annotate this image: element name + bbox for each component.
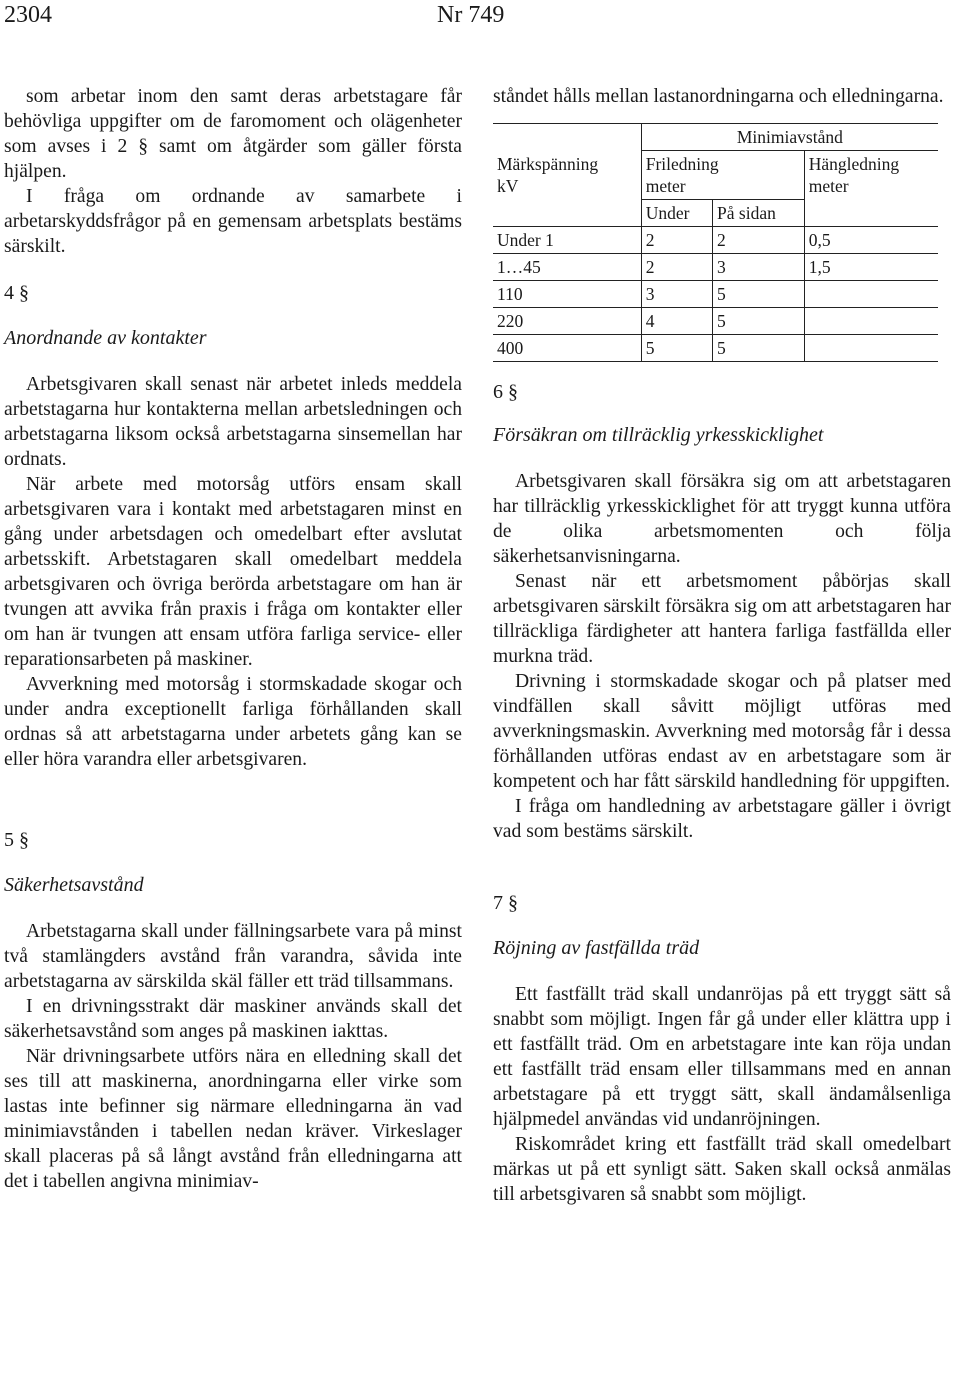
section-title: Säkerhetsavstånd xyxy=(4,874,144,896)
table-group-header: Minimiavstånd xyxy=(641,124,938,151)
paragraph: I fråga om ordnande av samarbete i arbetarskyddsfrågor på en gemensam arbetsplats bestäms särskilt. xyxy=(4,186,462,257)
left-column xyxy=(4,84,462,1194)
section-number: 6 § xyxy=(493,381,518,403)
section-title: Röjning av fastfällda träd xyxy=(493,937,700,959)
paragraph: Senast när ett arbetsmoment påbörjas skall arbetsgivaren särskilt försäkra sig om att arbetstagaren har tillräckliga färdigheter att hantera farliga fastfällda eller murkna träd. xyxy=(493,571,951,667)
section-number: 4 § xyxy=(4,282,29,304)
table-header-overhead-line: Friledning meter xyxy=(641,151,804,200)
table-header-voltage: Märkspänning kV xyxy=(493,151,641,200)
table-row: 1…45 2 3 1,5 xyxy=(493,254,938,281)
table-header-suspension-line: Hängledning meter xyxy=(808,154,900,196)
paragraph: I en drivningsstrakt där maskiner används skall det säkerhetsavstånd som anges på maskinen iakttas. xyxy=(4,996,462,1042)
paragraph: Riskområdet kring ett fastfällt träd skall omedelbart märkas ut på ett synligt sätt. Saken skall också anmälas till arbetsgivaren så snabbt som möjligt. xyxy=(493,1134,951,1205)
right-column xyxy=(493,84,951,1207)
paragraph: Drivning i stormskadade skogar och på platser med vindfällen skall såvitt möjligt utföras med avverkningsmaskin. Avverkning med motorsåg får i dessa förhållanden utföras endast av en arbetstagare som är kompetent och har fått särskild handledning för uppgiften. xyxy=(493,671,951,792)
section-title: Anordnande av kontakter xyxy=(4,327,207,349)
paragraph: som arbetar inom den samt deras arbetstagare får behövliga uppgifter om de faromoment och olägenheter som avses i 2 § samt om åtgärder som gäller första hjälpen. xyxy=(4,86,462,182)
paragraph: När drivningsarbete utförs nära en elledning skall det ses till att maskinerna, anordningarna eller virke som lastas inte befinner sig närmare elledningarna än vad minimiavstånden i tabellen nedan kräver. Virkeslager skall placeras på så långt avstånd från elledningarna att det i tabellen angivna minimiav- xyxy=(4,1046,462,1192)
paragraph: Arbetsgivaren skall försäkra sig om att arbetstagaren har tillräcklig yrkesskicklighet för att tryggt kunna utföra de olika arbetsmomenten och följa säkerhetsanvisningarna. xyxy=(493,471,951,567)
page-number: 2304 xyxy=(4,2,52,28)
paragraph: När arbete med motorsåg utförs ensam skall arbetsgivaren vara i kontakt med arbetstagaren minst en gång under arbetsdagen och omedelbart efter avslutat arbetsskift. Arbetstagaren skall omedelbart meddela arbetsgivaren och övriga berörda arbetstagare om han är tvungen att avvika från praxis i fråga om kontakter eller om han är tvungen att ensam utföra farliga service- eller reparationsarbeten på maskiner. xyxy=(4,474,462,670)
table-subheader-side: På sidan xyxy=(713,200,805,227)
paragraph: Arbetstagarna skall under fällningsarbete vara på minst två stamlängders avstånd från varandra, såvida inte arbetstagarna av särskilda skäl fäller ett träd tillsammans. xyxy=(4,921,462,992)
table-row: 110 3 5 xyxy=(493,281,938,308)
table-row: Under 1 2 2 0,5 xyxy=(493,227,938,254)
table-row: 220 4 5 xyxy=(493,308,938,335)
minimum-distance-table xyxy=(493,123,938,362)
paragraph: ståndet hålls mellan lastanordningarna och elledningarna. xyxy=(493,86,944,107)
section-number: 5 § xyxy=(4,829,29,851)
section-title: Försäkran om tillräcklig yrkesskicklighet xyxy=(493,424,824,446)
paragraph: I fråga om handledning av arbetstagare gäller i övrigt vad som bestäms särskilt. xyxy=(493,796,951,842)
paragraph: Avverkning med motorsåg i stormskadade skogar och under andra exceptionellt farliga förhållanden skall ordnas så att arbetstagarna under arbetets gång kan se eller höra varandra eller arbetsgivaren. xyxy=(4,674,462,770)
table-subheader-under: Under xyxy=(641,200,712,227)
table-row: 400 5 5 xyxy=(493,335,938,362)
issue-number: Nr 749 xyxy=(437,2,505,28)
paragraph: Arbetsgivaren skall senast när arbetet inleds meddela arbetstagarna hur kontakterna mellan arbetsledningen och arbetstagarna liksom också arbetstagarna sinsemellan har ordnats. xyxy=(4,374,462,470)
section-number: 7 § xyxy=(493,892,518,914)
paragraph: Ett fastfällt träd skall undanröjas på ett tryggt sätt så snabbt som möjligt. Ingen får gå under eller klättra upp i ett fastfällt träd. Om en arbetstagare inte kan röja undan ett fastfällt träd ensam eller tillsammans med en annan arbetstagare på ett tryggt sätt, skall ändamålsenliga hjälpmedel användas vid undanröjningen. xyxy=(493,984,951,1130)
